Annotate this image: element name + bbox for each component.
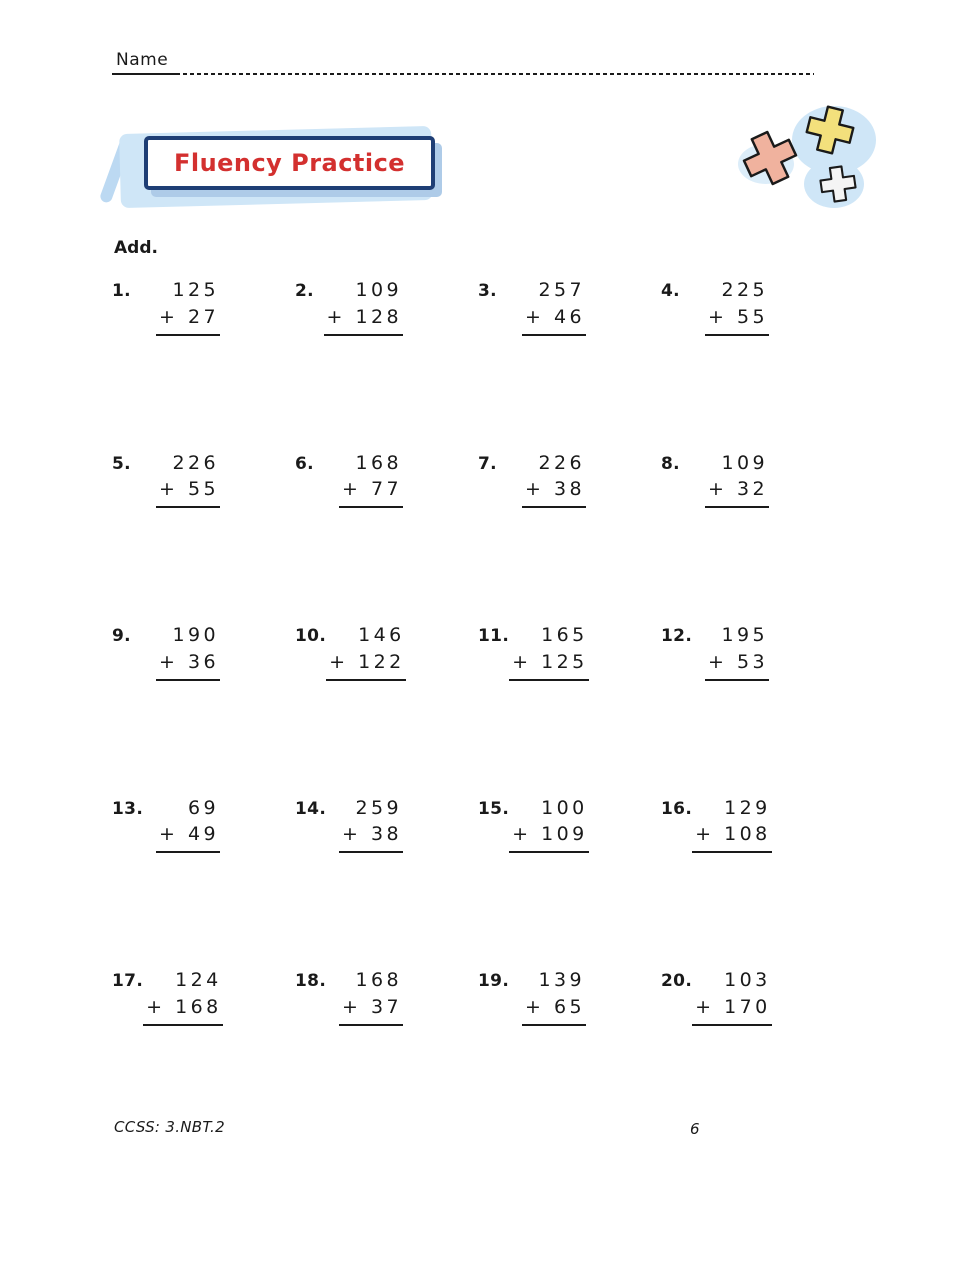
plus-sign: +	[326, 305, 343, 328]
addend-bottom: 109	[541, 823, 588, 846]
plus-sign: +	[146, 995, 163, 1018]
addend-top: 100	[541, 796, 588, 819]
problem	[661, 797, 769, 970]
addend-top: 259	[355, 796, 402, 819]
problem-number: 11.	[478, 626, 510, 646]
addition-stack	[143, 969, 222, 1026]
addend-bottom: 37	[370, 995, 402, 1018]
name-dashed-line	[176, 73, 814, 75]
plus-sign: +	[512, 650, 529, 673]
addition-stack	[339, 452, 403, 509]
addend-top: 69	[187, 796, 219, 819]
addend-bottom: 55	[736, 305, 768, 328]
addition-stack	[324, 279, 403, 336]
addend-top: 226	[172, 451, 219, 474]
addend-bottom: 46	[553, 305, 585, 328]
problem	[661, 452, 769, 625]
plus-sign: +	[342, 478, 358, 501]
problem-number: 16.	[661, 798, 693, 819]
addition-stack	[339, 797, 403, 854]
addend-top: 109	[721, 451, 768, 474]
plus-sign: +	[525, 478, 541, 501]
addend-bottom-row	[692, 996, 771, 1026]
addend-bottom: 77	[370, 478, 402, 501]
addend-bottom-row	[339, 996, 403, 1026]
addend-bottom-row	[509, 651, 588, 681]
problem-number: 2.	[295, 281, 314, 301]
problem	[478, 452, 586, 625]
addend-bottom: 170	[724, 995, 771, 1018]
problems-grid	[112, 279, 844, 1142]
plus-sign: +	[525, 995, 541, 1018]
addend-bottom-row	[522, 478, 586, 508]
addition-stack	[692, 969, 771, 1026]
addend-bottom: 65	[553, 995, 585, 1018]
plus-sign: +	[708, 478, 724, 501]
problem-number: 19.	[478, 971, 510, 991]
addend-bottom-row	[156, 651, 220, 681]
problem	[478, 969, 586, 1142]
addend-bottom: 128	[355, 305, 402, 328]
addend-top: 129	[724, 796, 771, 819]
addend-bottom-row	[705, 306, 769, 336]
addend-bottom-row	[692, 823, 771, 853]
addition-stack	[509, 797, 588, 854]
addend-top: 109	[355, 279, 402, 301]
problem-number: 20.	[661, 971, 693, 991]
problem	[295, 279, 403, 452]
addition-stack	[705, 452, 769, 509]
problem-number: 15.	[478, 798, 510, 819]
plus-sign: +	[512, 823, 529, 846]
addition-stack	[522, 969, 586, 1026]
addition-stack	[509, 624, 588, 681]
addend-top: 165	[541, 624, 588, 646]
banner-title: Fluency Practice	[174, 149, 406, 177]
addend-bottom: 125	[541, 650, 588, 673]
addition-stack	[522, 452, 586, 509]
addend-bottom-row	[705, 651, 769, 681]
banner-box	[144, 136, 435, 190]
problem	[295, 452, 403, 625]
problem	[478, 797, 586, 970]
addend-bottom: 32	[736, 478, 768, 501]
problem-number: 12.	[661, 626, 693, 646]
addend-bottom-row	[705, 478, 769, 508]
problem	[295, 624, 403, 797]
problem-number: 1.	[112, 281, 131, 301]
name-line-row	[112, 50, 814, 75]
addend-top: 226	[538, 451, 585, 474]
addition-stack	[705, 279, 769, 336]
plus-sign: +	[342, 995, 358, 1018]
plus-sign: +	[695, 823, 712, 846]
plus-sign: +	[329, 650, 346, 673]
addition-stack	[522, 279, 586, 336]
plus-sign: +	[708, 650, 724, 673]
addition-stack	[705, 624, 769, 681]
addend-bottom-row	[324, 306, 403, 336]
addend-top: 139	[538, 969, 585, 991]
addition-stack	[156, 624, 220, 681]
addend-top: 124	[175, 969, 222, 991]
addend-bottom-row	[339, 823, 403, 853]
plus-sign: +	[159, 650, 175, 673]
addend-bottom: 38	[370, 823, 402, 846]
addition-stack	[156, 797, 220, 854]
problem	[478, 279, 586, 452]
addend-bottom-row	[156, 306, 220, 336]
addend-top: 146	[358, 624, 405, 646]
problem	[478, 624, 586, 797]
addend-bottom-row	[143, 996, 222, 1026]
problem	[112, 279, 220, 452]
addend-bottom: 38	[553, 478, 585, 501]
ccss-standard-label: CCSS: 3.NBT.2	[114, 1118, 225, 1136]
plus-icons-graphic	[732, 100, 882, 218]
problem	[112, 452, 220, 625]
addend-top: 125	[172, 279, 219, 301]
addend-top: 190	[172, 624, 219, 646]
addend-bottom-row	[156, 478, 220, 508]
addend-bottom-row	[326, 651, 405, 681]
problem-number: 6.	[295, 453, 314, 474]
plus-sign: +	[525, 305, 541, 328]
plus-sign: +	[159, 305, 175, 328]
page-number: 6	[690, 1120, 700, 1138]
addend-top: 195	[721, 624, 768, 646]
problem	[661, 624, 769, 797]
plus-sign: +	[708, 305, 724, 328]
addend-bottom: 27	[187, 305, 219, 328]
addend-top: 225	[721, 279, 768, 301]
plus-sign: +	[695, 995, 712, 1018]
addition-stack	[156, 452, 220, 509]
instruction-add: Add.	[114, 238, 158, 258]
addend-top: 257	[538, 279, 585, 301]
addition-stack	[339, 969, 403, 1026]
plus-sign: +	[159, 823, 175, 846]
addend-bottom: 49	[187, 823, 219, 846]
problem-number: 3.	[478, 281, 497, 301]
problem	[112, 624, 220, 797]
fluency-practice-banner	[112, 120, 452, 220]
problem	[661, 279, 769, 452]
addend-bottom: 122	[358, 650, 405, 673]
addend-top: 168	[355, 451, 402, 474]
addend-bottom: 36	[187, 650, 219, 673]
addend-top: 103	[724, 969, 771, 991]
problem	[295, 797, 403, 970]
addend-bottom: 55	[187, 478, 219, 501]
addition-stack	[326, 624, 405, 681]
addend-bottom-row	[522, 306, 586, 336]
addition-stack	[156, 279, 220, 336]
addend-bottom-row	[522, 996, 586, 1026]
name-label: Name	[112, 50, 176, 75]
addend-bottom-row	[339, 478, 403, 508]
problem	[112, 969, 220, 1142]
addition-stack	[692, 797, 771, 854]
problem-number: 7.	[478, 453, 497, 474]
plus-sign: +	[159, 478, 175, 501]
problem	[295, 969, 403, 1142]
problem-number: 10.	[295, 626, 327, 646]
problem-number: 9.	[112, 626, 131, 646]
problem	[661, 969, 769, 1142]
problem-number: 14.	[295, 798, 327, 819]
addend-top: 168	[355, 969, 402, 991]
addend-bottom: 108	[724, 823, 771, 846]
addend-bottom: 53	[736, 650, 768, 673]
problem	[112, 797, 220, 970]
problem-number: 18.	[295, 971, 327, 991]
problem-number: 13.	[112, 798, 144, 819]
problem-number: 5.	[112, 453, 131, 474]
addend-bottom-row	[156, 823, 220, 853]
problem-number: 8.	[661, 453, 680, 474]
plus-sign: +	[342, 823, 358, 846]
decorative-crosses	[732, 100, 882, 222]
addend-bottom: 168	[175, 995, 222, 1018]
addend-bottom-row	[509, 823, 588, 853]
problem-number: 17.	[112, 971, 144, 991]
problem-number: 4.	[661, 281, 680, 301]
